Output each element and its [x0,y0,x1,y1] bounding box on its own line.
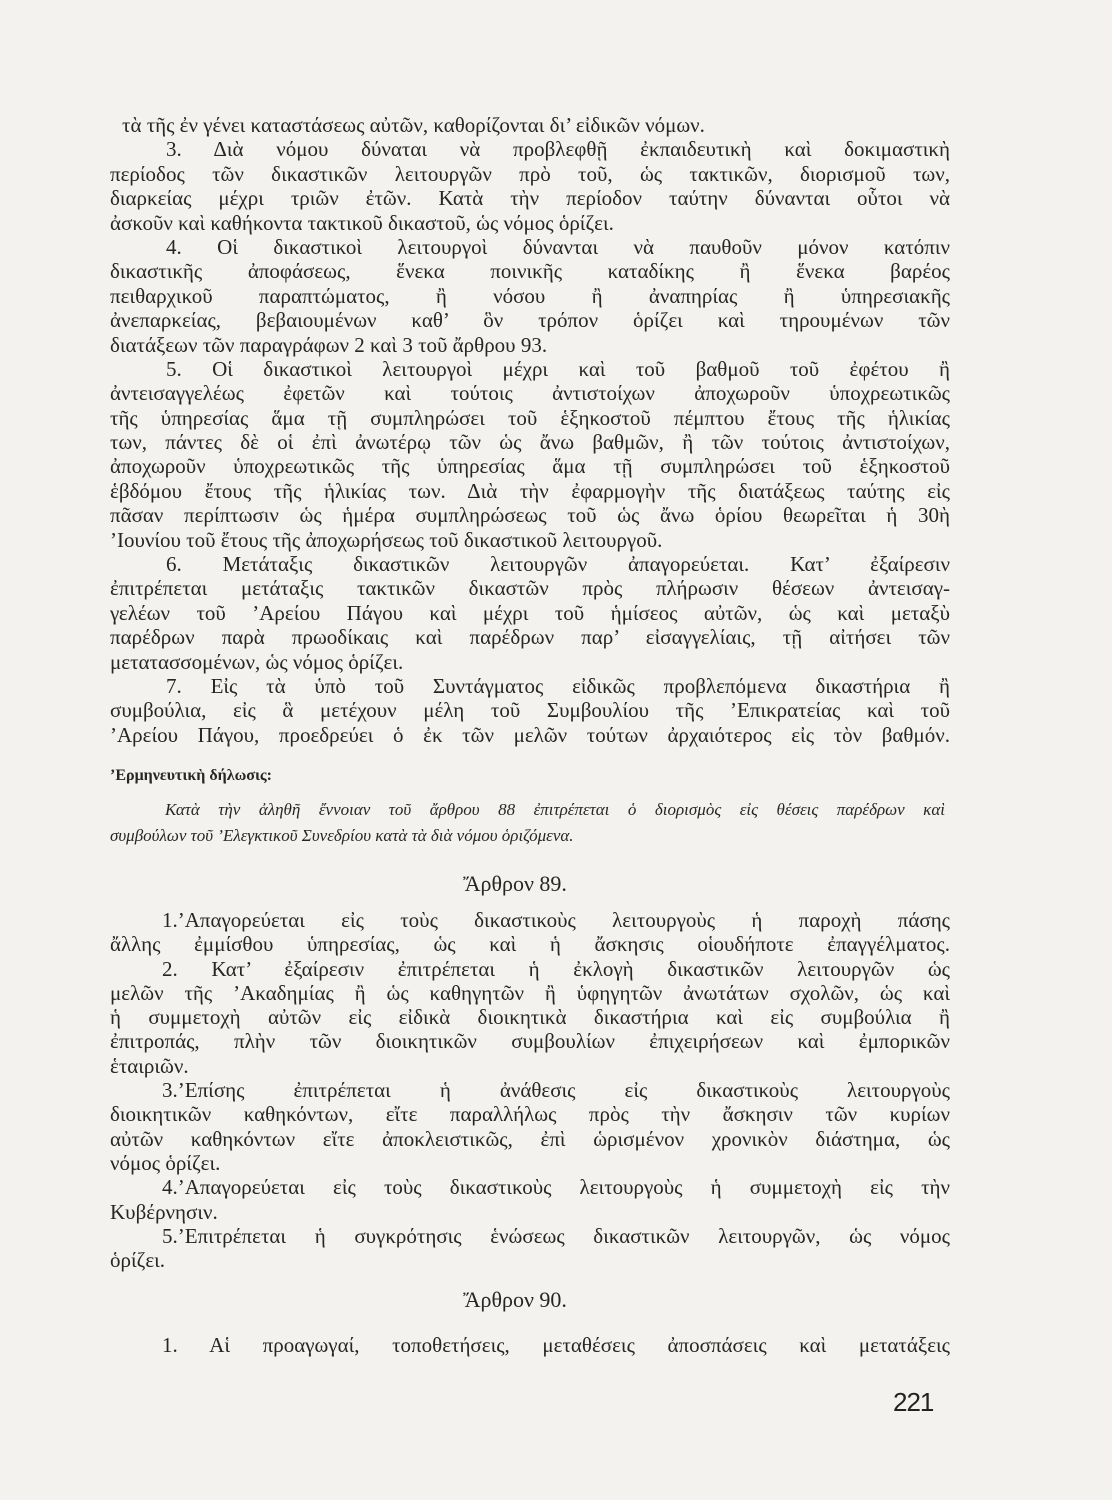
text-line: 7. Εἰς τὰ ὑπὸ τοῦ Συντάγματος εἰδικῶς προβλεπόμενα δικαστήρια ἢ [166,673,950,698]
text-line: ἀσκοῦν καὶ καθήκοντα τακτικοῦ δικαστοῦ, ὡς νόμος ὁρίζει. [110,210,614,235]
text-line: 1. Αἱ προαγωγαί, τοποθετήσεις, μεταθέσεις ἀποσπάσεις καὶ μετατάξεις [162,1333,950,1357]
text-line: ’Ιουνίου τοῦ ἔτους τῆς ἀποχωρήσεως τοῦ δικαστικοῦ λειτουργοῦ. [110,527,663,552]
text-line: Κατὰ τὴν ἀληθῆ ἔννοιαν τοῦ ἄρθρου 88 ἐπιτρέπεται ὁ διορισμὸς εἰς θέσεις παρέδρων καὶ [165,800,945,819]
page-number: 221 [893,1387,934,1417]
paragraph [110,1078,950,1175]
text-line: 4.’Απαγορεύεται εἰς τοὺς δικαστικοὺς λειτουργοὺς ἡ συμμετοχὴ εἰς τὴν [162,1175,950,1200]
text-line: Κυβέρνησιν. [110,1199,218,1224]
text-line: 2. Κατ’ ἐξαίρεσιν ἐπιτρέπεται ἡ ἐκλογὴ δικαστικῶν λειτουργῶν ὡς [162,956,950,981]
paragraph [110,674,950,747]
paragraph [110,1175,950,1224]
text-line: τῆς ὑπηρεσίας ἅμα τῇ συμπληρώσει τοῦ ἑξηκοστοῦ πέμπτου ἔτους τῆς ἡλικίας [110,405,950,430]
paragraph [110,1224,950,1273]
text-line: διατάξεων τῶν παραγράφων 2 καὶ 3 τοῦ ἄρθρου 93. [110,332,548,357]
text-line: ἐπιτροπάς, πλὴν τῶν διοικητικῶν συμβουλίων ἐπιχειρήσεων καὶ ἐμπορικῶν [110,1029,950,1054]
text-line: 4. Οἱ δικαστικοὶ λειτουργοὶ δύνανται νὰ παυθοῦν μόνον κατόπιν [166,234,950,259]
text-line: πειθαρχικοῦ παραπτώματος, ἢ νόσου ἢ ἀναπηρίας ἢ ὑπηρεσιακῆς [110,283,950,308]
text-line: μελῶν τῆς ’Ακαδημίας ἢ ὡς καθηγητῶν ἢ ὑφηγητῶν ἀνωτάτων σχολῶν, ὡς καὶ [110,980,950,1005]
article-89-body [110,908,950,1272]
text-line: νόμος ὁρίζει. [110,1150,221,1175]
text-line: 3. Διὰ νόμου δύναται νὰ προβλεφθῇ ἐκπαιδευτικὴ καὶ δοκιμαστικὴ [166,137,950,162]
paragraph [110,357,950,552]
paragraph [110,113,950,137]
paragraph [110,908,950,957]
article-title: Ἄρθρον 89. [463,871,567,896]
text-line: συμβούλων τοῦ ’Ελεγκτικοῦ Συνεδρίου κατὰ τὰ διὰ νόμου ὁριζόμενα. [110,826,574,845]
paragraph [110,235,950,357]
text-line: ἀποχωροῦν ὑποχρεωτικῶς τῆς ὑπηρεσίας ἅμα τῇ συμπληρώσει τοῦ ἑξηκοστοῦ [110,454,950,479]
text-line: παρέδρων παρὰ πρωοδίκαις καὶ παρέδρων παρ’ εἰσαγγελίαις, τῇ αἰτήσει τῶν [110,625,950,650]
text-line: συμβούλια, εἰς ἃ μετέχουν μέλη τοῦ Συμβουλίου τῆς ’Επικρατείας καὶ τοῦ [110,698,950,723]
paragraph [110,1333,950,1357]
text-line: 6. Μετάταξις δικαστικῶν λειτουργῶν ἀπαγορεύεται. Κατ’ ἐξαίρεσιν [166,552,950,577]
interpretive-statement-text [110,797,945,849]
text-line: ’Αρείου Πάγου, προεδρεύει ὁ ἐκ τῶν μελῶν τούτων ἀρχαιότερος εἰς τὸν βαθμόν. [110,722,950,747]
text-line: τὰ τῆς ἐν γένει καταστάσεως αὐτῶν, καθορίζονται δι’ εἰδικῶν νόμων. [122,113,705,137]
text-line: των, πάντες δὲ οἱ ἐπὶ ἀνωτέρῳ τῶν ὡς ἄνω βαθμῶν, ἢ τῶν τούτοις ἀντιστοίχων, [110,430,950,455]
text-line: ἐπιτρέπεται μετάταξις τακτικῶν δικαστῶν πρὸς πλήρωσιν θέσεων ἀντεισαγ- [110,576,950,601]
text-line: ὁρίζει. [110,1248,166,1273]
text-line: δικαστικῆς ἀποφάσεως, ἕνεκα ποινικῆς καταδίκης ἢ ἕνεκα βαρέος [110,259,950,284]
text-line: 3.’Επίσης ἐπιτρέπεται ἡ ἀνάθεσις εἰς δικαστικοὺς λειτουργοὺς [162,1078,950,1103]
text-line: 1.’Απαγορεύεται εἰς τοὺς δικαστικοὺς λειτουργοὺς ἡ παροχὴ πάσης [162,908,950,932]
text-line: γελέων τοῦ ’Αρείου Πάγου καὶ μέχρι τοῦ ἡμίσεος αὐτῶν, ὡς καὶ μεταξὺ [110,600,950,625]
paragraph [110,137,950,235]
text-line: 5. Οἱ δικαστικοὶ λειτουργοὶ μέχρι καὶ τοῦ βαθμοῦ τοῦ ἐφέτου ἢ [166,356,950,381]
text-line: περίοδος τῶν δικαστικῶν λειτουργῶν πρὸ τοῦ, ὡς τακτικῶν, διορισμοῦ των, [110,161,950,186]
interpretive-statement-heading: ’Ερμηνευτικὴ δήλωσις: [110,767,272,784]
text-line: 5.’Επιτρέπεται ἡ συγκρότησις ἑνώσεως δικαστικῶν λειτουργῶν, ὡς νόμος [162,1223,950,1248]
text-line: διαρκείας μέχρι τριῶν ἐτῶν. Κατὰ τὴν περίοδον ταύτην δύνανται οὗτοι νὰ [110,186,950,211]
text-line: ἀντεισαγγελέως ἐφετῶν καὶ τούτοις ἀντιστοίχων ἀποχωροῦν ὑποχρεωτικῶς [110,381,950,406]
preceding-article-text [110,113,950,747]
paragraph [110,552,950,674]
text-line: διοικητικῶν καθηκόντων, εἴτε παραλλήλως πρὸς τὴν ἄσκησιν τῶν κυρίων [110,1102,950,1127]
text-line: ἄλλης ἐμμίσθου ὑπηρεσίας, ὡς καὶ ἡ ἄσκησις οἱουδήποτε ἐπαγγέλματος. [110,932,950,957]
text-line: ἡ συμμετοχὴ αὐτῶν εἰς εἰδικὰ διοικητικὰ δικαστήρια καὶ εἰς συμβούλια ἢ [110,1005,950,1030]
article-title: Ἄρθρον 90. [463,1287,567,1312]
text-line: ἀνεπαρκείας, βεβαιουμένων καθ’ ὃν τρόπον ὁρίζει καὶ τηρουμένων τῶν [110,308,950,333]
text-line: ἑταιριῶν. [110,1053,189,1078]
text-line: ἑβδόμου ἔτους τῆς ἡλικίας των. Διὰ τὴν ἐφαρμογὴν τῆς διατάξεως ταύτης εἰς [110,478,950,503]
paragraph [110,957,950,1078]
text-line: αὐτῶν καθηκόντων εἴτε ἀποκλειστικῶς, ἐπὶ ὡρισμένον χρονικὸν διάστημα, ὡς [110,1126,950,1151]
text-line: πᾶσαν περίπτωσιν ὡς ἡμέρα συμπληρώσεως τοῦ ὡς ἄνω ὁρίου θεωρεῖται ἡ 30ὴ [110,503,950,528]
text-line: μετατασσομένων, ὡς νόμος ὁρίζει. [110,649,404,674]
article-90-body [110,1333,950,1357]
